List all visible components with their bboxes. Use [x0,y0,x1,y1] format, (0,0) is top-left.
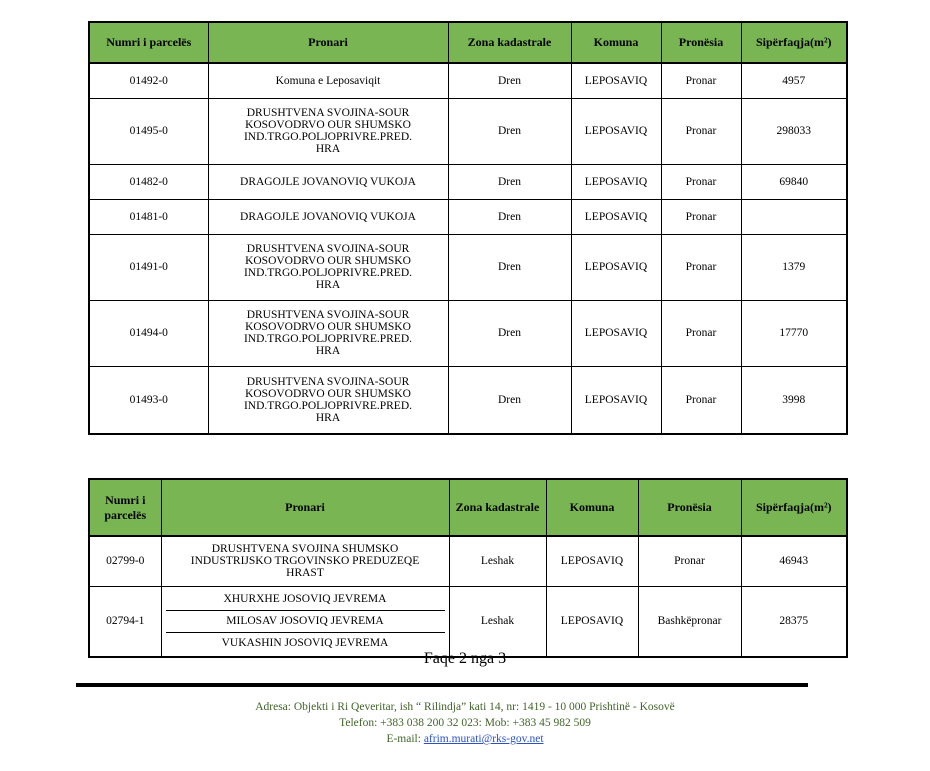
owner-name-line: KOSOVODRVO OUR SHUMSKO [245,255,411,267]
municipality-cell: LEPOSAVIQ [571,234,661,300]
area-cell: 4957 [741,63,847,98]
owner-name-line: DRUSHTVENA SVOJINA-SOUR [246,375,410,388]
owner-name-line: HRA [315,411,341,424]
ownership-cell: Pronar [661,199,741,234]
footer-email-line [0,731,930,747]
municipality-cell: LEPOSAVIQ [571,366,661,434]
column-header: Komuna [546,479,638,536]
owner-cell [208,234,448,300]
area-cell [741,199,847,234]
owner-cell [161,586,449,657]
parcel-number-cell: 01482-0 [89,164,208,199]
parcel-number-cell: 01492-0 [89,63,208,98]
footer-phone-line: Telefon: +383 038 200 32 023: Mob: +383 45 982 509 [339,717,591,729]
page-number-label: Faqe 2 nga 3 [423,650,507,667]
ownership-cell: Pronar [638,536,741,586]
page-footer [0,699,930,747]
owner-name-line: DRAGOJLE JOVANOVIQ VUKOJA [240,175,416,188]
municipality-cell: LEPOSAVIQ [571,300,661,366]
cadastral-zone-cell: Dren [448,199,571,234]
area-cell: 1379 [741,234,847,300]
parcel-number-cell: 02799-0 [89,536,161,586]
owner-name-line: HRA [315,143,341,155]
parcels-table-dren [88,21,848,435]
ownership-cell: Pronar [661,300,741,366]
column-header: Zona kadastrale [448,22,571,63]
area-cell: 46943 [741,536,847,586]
parcel-number-cell: 01494-0 [89,300,208,366]
column-header: Komuna [571,22,661,63]
parcel-number-cell: 01481-0 [89,199,208,234]
owner-name-line: Komuna e Leposaviqit [275,74,381,87]
cadastral-zone-cell: Dren [448,63,571,98]
footer-email-label: E-mail: [386,733,424,745]
area-cell: 28375 [741,586,847,657]
ownership-cell: Pronar [661,98,741,164]
owner-cell [208,63,448,98]
cadastral-zone-cell: Dren [448,164,571,199]
cadastral-zone-cell: Dren [448,98,571,164]
area-cell: 17770 [741,300,847,366]
column-header: Sipërfaqja(m²) [741,22,847,63]
parcel-number-cell: 01491-0 [89,234,208,300]
owner-name-line: HRA [315,345,341,357]
owner-name-line: IND.TRGO.POLJOPRIVRE.PRED. [243,399,413,412]
owner-name-line: DRUSHTVENA SVOJINA-SOUR [246,243,410,255]
owner-name-line: DRUSHTVENA SVOJINA SHUMSKO [211,543,399,556]
municipality-cell: LEPOSAVIQ [571,199,661,234]
owner-name-line: DRAGOJLE JOVANOVIQ VUKOJA [240,210,416,223]
column-header: Pronari [208,22,448,63]
owner-cell [208,199,448,234]
co-owner-name: VUKASHIN JOSOVIQ JEVREMA [221,636,389,649]
owner-cell [208,366,448,434]
parcel-number-cell: 01493-0 [89,366,208,434]
co-owner-name: MILOSAV JOSOVIQ JEVREMA [166,611,445,633]
table-row [89,300,847,366]
table-row [89,199,847,234]
column-header: Pronësia [661,22,741,63]
owner-name-line: DRUSHTVENA SVOJINA-SOUR [246,309,410,321]
footer-address-line: Adresa: Objekti i Ri Qeveritar, ish “ Rilindja” kati 14, nr: 1419 - 10 000 Prishtinë - Kosovë [255,701,675,713]
ownership-cell: Pronar [661,63,741,98]
column-header: Numri i parcelës [89,22,208,63]
email-link[interactable]: afrim.murati@rks-gov.net [423,733,544,745]
cadastral-zone-cell: Dren [448,366,571,434]
area-cell: 3998 [741,366,847,434]
table-row [89,63,847,98]
area-cell: 298033 [741,98,847,164]
co-owner-name: XHURXHE JOSOVIQ JEVREMA [166,589,445,611]
column-header: Sipërfaqja(m²) [741,479,847,536]
ownership-cell: Pronar [661,366,741,434]
ownership-cell: Pronar [661,234,741,300]
owner-name-line: KOSOVODRVO OUR SHUMSKO [245,387,411,400]
municipality-cell: LEPOSAVIQ [571,63,661,98]
column-header: Numri i parcelës [89,479,161,536]
municipality-cell: LEPOSAVIQ [546,536,638,586]
owner-cell [208,300,448,366]
owner-name-line: IND.TRGO.POLJOPRIVRE.PRED. [243,131,413,143]
ownership-cell: Bashkëpronar [638,586,741,657]
footer-divider-rule [76,683,808,687]
owner-name-line: KOSOVODRVO OUR SHUMSKO [245,119,411,131]
area-cell: 69840 [741,164,847,199]
municipality-cell: LEPOSAVIQ [571,98,661,164]
parcels-table-leshak [88,478,848,658]
table-row [89,98,847,164]
table-row [89,586,847,657]
table-row [89,536,847,586]
municipality-cell: LEPOSAVIQ [571,164,661,199]
parcel-number-cell: 01495-0 [89,98,208,164]
owner-name-line: IND.TRGO.POLJOPRIVRE.PRED. [243,267,413,279]
table-row [89,234,847,300]
table-row [89,164,847,199]
owner-name-line: HRAST [286,567,324,580]
owner-name-line: IND.TRGO.POLJOPRIVRE.PRED. [243,333,413,345]
parcel-number-cell: 02794-1 [89,586,161,657]
owner-name-line: DRUSHTVENA SVOJINA-SOUR [246,107,410,119]
table-header-row [89,22,847,63]
column-header: Zona kadastrale [449,479,546,536]
cadastral-zone-cell: Dren [448,300,571,366]
column-header: Pronësia [638,479,741,536]
owner-cell [208,164,448,199]
table-row [89,366,847,434]
owner-cell [161,536,449,586]
cadastral-zone-cell: Leshak [449,586,546,657]
owner-name-line: KOSOVODRVO OUR SHUMSKO [245,321,411,333]
owner-name-line: HRA [315,279,341,291]
owner-name-line: INDUSTRIJSKO TRGOVINSKO PREDUZEQE [190,555,420,568]
column-header: Pronari [161,479,449,536]
municipality-cell: LEPOSAVIQ [546,586,638,657]
cadastral-zone-cell: Dren [448,234,571,300]
owner-cell [208,98,448,164]
cadastral-zone-cell: Leshak [449,536,546,586]
table-header-row [89,479,847,536]
ownership-cell: Pronar [661,164,741,199]
